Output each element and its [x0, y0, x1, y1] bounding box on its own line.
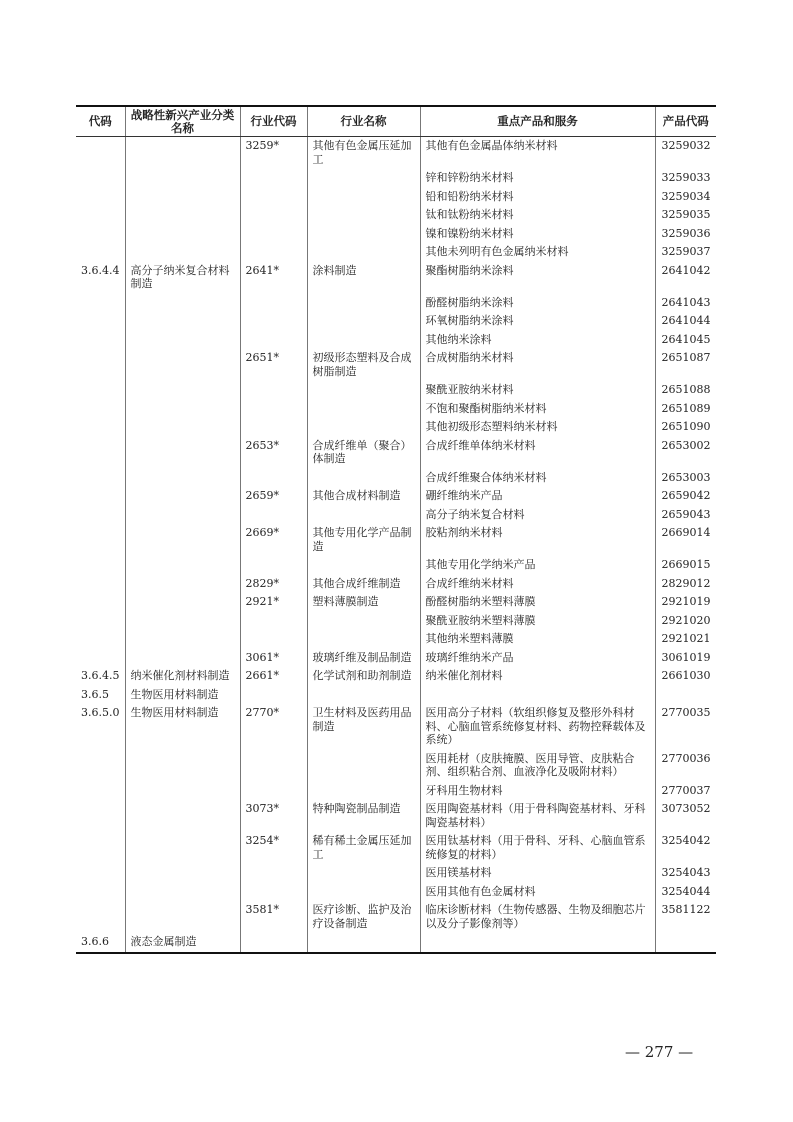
- product-code-cell: 2829012: [655, 575, 716, 594]
- table-row: [76, 137, 716, 170]
- category-code-cell: [76, 225, 125, 244]
- table-row: [76, 593, 716, 612]
- category-code-cell: [76, 188, 125, 207]
- category-name-cell: [125, 437, 240, 469]
- product-code-cell: 3259037: [655, 243, 716, 262]
- category-code-cell: 3.6.4.5: [81, 669, 120, 682]
- category-name-cell: [125, 575, 240, 594]
- category-code-cell: [76, 381, 125, 400]
- product-code-cell: 3254043: [655, 864, 716, 883]
- industry-name-cell: [307, 782, 420, 801]
- product-code-cell: 3254044: [655, 883, 716, 902]
- table-row: [76, 418, 716, 437]
- industry-name-cell: 其他有色金属压延加工: [307, 137, 420, 170]
- industry-name-cell: [307, 506, 420, 525]
- category-name-cell: 高分子纳米复合材料制造: [125, 262, 240, 294]
- product-code-cell: 2653002: [655, 437, 716, 469]
- product-code-cell: 3259036: [655, 225, 716, 244]
- industry-code-cell: 2921*: [240, 593, 307, 612]
- category-code-cell: [76, 556, 125, 575]
- category-name-cell: [125, 832, 240, 864]
- category-code-cell: [76, 832, 125, 864]
- industry-code-cell: 3073*: [240, 800, 307, 832]
- industry-code-cell: 2669*: [240, 524, 307, 556]
- product-name-cell: 合成纤维聚合体纳米材料: [420, 469, 655, 488]
- category-name-cell: [125, 400, 240, 419]
- industry-name-cell: [307, 312, 420, 331]
- product-code-cell: [655, 686, 716, 705]
- product-code-cell: 3259035: [655, 206, 716, 225]
- product-code-cell: 2641043: [655, 294, 716, 313]
- category-name-cell: [125, 782, 240, 801]
- product-name-cell: 聚酰亚胺纳米塑料薄膜: [420, 612, 655, 631]
- industry-code-cell: [240, 686, 307, 705]
- table-row: [76, 381, 716, 400]
- category-name-cell: [125, 418, 240, 437]
- industry-code-cell: 2653*: [240, 437, 307, 469]
- category-name-cell: [125, 469, 240, 488]
- category-name-cell: [125, 294, 240, 313]
- category-code-cell: [76, 312, 125, 331]
- category-name-cell: [125, 506, 240, 525]
- industry-name-cell: [307, 243, 420, 262]
- category-code-cell: [76, 169, 125, 188]
- product-code-cell: 2661030: [655, 667, 716, 686]
- product-name-cell: 玻璃纤维纳米产品: [420, 649, 655, 668]
- table-row: [76, 782, 716, 801]
- category-name-cell: [125, 381, 240, 400]
- category-code-cell: [76, 243, 125, 262]
- industry-code-cell: 2651*: [240, 349, 307, 381]
- table-row: [76, 575, 716, 594]
- industry-code-cell: [240, 469, 307, 488]
- table-row: [76, 243, 716, 262]
- category-name-cell: [125, 524, 240, 556]
- product-code-cell: 2669015: [655, 556, 716, 575]
- category-code-cell: [76, 331, 125, 350]
- category-name-cell: [125, 901, 240, 933]
- industry-name-cell: [307, 612, 420, 631]
- category-code-cell: 3.6.5.0: [81, 706, 120, 719]
- category-name-cell: [125, 349, 240, 381]
- category-name-cell: 液态金属制造: [125, 933, 240, 953]
- header-industry-code: 行业代码: [240, 106, 307, 137]
- table-row: [76, 188, 716, 207]
- category-name-cell: [125, 331, 240, 350]
- product-code-cell: 3259032: [655, 137, 716, 170]
- header-category-name: 战略性新兴产业分类名称: [125, 106, 240, 137]
- product-code-cell: 3254042: [655, 832, 716, 864]
- table-row: [76, 349, 716, 381]
- industry-name-cell: [307, 883, 420, 902]
- industry-code-cell: [240, 400, 307, 419]
- product-name-cell: 硼纤维纳米产品: [420, 487, 655, 506]
- category-code-cell: [76, 800, 125, 832]
- industry-code-cell: [240, 933, 307, 953]
- industry-code-cell: [240, 243, 307, 262]
- table-row: [76, 800, 716, 832]
- product-name-cell: 其他未列明有色金属纳米材料: [420, 243, 655, 262]
- industry-name-cell: 医疗诊断、监护及治疗设备制造: [307, 901, 420, 933]
- industry-code-cell: 2829*: [240, 575, 307, 594]
- category-name-cell: [125, 206, 240, 225]
- industry-name-cell: 其他专用化学产品制造: [307, 524, 420, 556]
- product-code-cell: 2651090: [655, 418, 716, 437]
- industry-name-cell: [307, 630, 420, 649]
- industry-name-cell: 涂料制造: [307, 262, 420, 294]
- industry-name-cell: 化学试剂和助剂制造: [307, 667, 420, 686]
- category-code-cell: [76, 901, 125, 933]
- product-code-cell: 2921021: [655, 630, 716, 649]
- product-name-cell: 其他纳米涂料: [420, 331, 655, 350]
- category-name-cell: [125, 169, 240, 188]
- industry-code-cell: [240, 312, 307, 331]
- industry-name-cell: 玻璃纤维及制品制造: [307, 649, 420, 668]
- industry-code-cell: [240, 612, 307, 631]
- category-code-cell: [76, 469, 125, 488]
- table-row: [76, 704, 716, 750]
- table-row: [76, 469, 716, 488]
- product-name-cell: 酚醛树脂纳米涂料: [420, 294, 655, 313]
- product-code-cell: 2770035: [655, 704, 716, 750]
- category-code-cell: [76, 883, 125, 902]
- product-name-cell: 合成纤维纳米材料: [420, 575, 655, 594]
- product-name-cell: 医用钛基材料（用于骨科、牙科、心脑血管系统修复的材料）: [420, 832, 655, 864]
- category-code-cell: [76, 649, 125, 668]
- industry-code-cell: 2661*: [240, 667, 307, 686]
- table-row: [76, 400, 716, 419]
- product-code-cell: 3259033: [655, 169, 716, 188]
- product-name-cell: 高分子纳米复合材料: [420, 506, 655, 525]
- category-code-cell: [76, 206, 125, 225]
- category-code-cell: [76, 400, 125, 419]
- product-name-cell: 合成纤维单体纳米材料: [420, 437, 655, 469]
- product-name-cell: 医用镁基材料: [420, 864, 655, 883]
- category-name-cell: [125, 137, 240, 170]
- product-name-cell: 医用其他有色金属材料: [420, 883, 655, 902]
- category-code-cell: [76, 524, 125, 556]
- industry-name-cell: [307, 933, 420, 953]
- industry-name-cell: [307, 206, 420, 225]
- product-name-cell: 胶粘剂纳米材料: [420, 524, 655, 556]
- industry-code-cell: [240, 188, 307, 207]
- industry-name-cell: [307, 225, 420, 244]
- industry-name-cell: [307, 686, 420, 705]
- industry-name-cell: [307, 556, 420, 575]
- table-row: [76, 556, 716, 575]
- table-row: [76, 933, 716, 953]
- industry-name-cell: [307, 750, 420, 782]
- table-row: [76, 312, 716, 331]
- table-row: [76, 667, 716, 686]
- industry-code-cell: [240, 556, 307, 575]
- industry-name-cell: 初级形态塑料及合成树脂制造: [307, 349, 420, 381]
- category-code-cell: 3.6.4.4: [81, 263, 120, 277]
- product-name-cell: 合成树脂纳米材料: [420, 349, 655, 381]
- product-name-cell: 临床诊断材料（生物传感器、生物及细胞芯片以及分子影像剂等）: [420, 901, 655, 933]
- category-name-cell: [125, 800, 240, 832]
- product-name-cell: 牙科用生物材料: [420, 782, 655, 801]
- product-name-cell: 其他专用化学纳米产品: [420, 556, 655, 575]
- product-name-cell: 聚酯树脂纳米涂料: [420, 262, 655, 294]
- industry-name-cell: [307, 418, 420, 437]
- table-row: [76, 883, 716, 902]
- industry-code-cell: 3254*: [240, 832, 307, 864]
- industry-code-cell: [240, 782, 307, 801]
- industry-name-cell: 其他合成纤维制造: [307, 575, 420, 594]
- category-code-cell: [76, 437, 125, 469]
- product-code-cell: 2651088: [655, 381, 716, 400]
- header-key-products: 重点产品和服务: [420, 106, 655, 137]
- industry-code-cell: [240, 864, 307, 883]
- product-name-cell: 医用陶瓷基材料（用于骨科陶瓷基材料、牙科陶瓷基材料）: [420, 800, 655, 832]
- category-name-cell: [125, 630, 240, 649]
- category-name-cell: [125, 188, 240, 207]
- table-row: [76, 686, 716, 705]
- industry-code-cell: 2659*: [240, 487, 307, 506]
- header-product-code: 产品代码: [655, 106, 716, 137]
- product-code-cell: 2770037: [655, 782, 716, 801]
- category-name-cell: [125, 556, 240, 575]
- table-row: [76, 832, 716, 864]
- category-name-cell: [125, 225, 240, 244]
- industry-name-cell: 特种陶瓷制品制造: [307, 800, 420, 832]
- product-code-cell: 3259034: [655, 188, 716, 207]
- industry-name-cell: [307, 864, 420, 883]
- product-code-cell: [655, 933, 716, 953]
- industry-code-cell: [240, 206, 307, 225]
- product-code-cell: 2641044: [655, 312, 716, 331]
- product-name-cell: 其他纳米塑料薄膜: [420, 630, 655, 649]
- industry-name-cell: [307, 469, 420, 488]
- product-code-cell: 2921019: [655, 593, 716, 612]
- industry-name-cell: [307, 331, 420, 350]
- product-name-cell: 纳米催化剂材料: [420, 667, 655, 686]
- product-name-cell: 镍和镍粉纳米材料: [420, 225, 655, 244]
- industry-code-cell: 3581*: [240, 901, 307, 933]
- category-name-cell: 纳米催化剂材料制造: [125, 667, 240, 686]
- header-code: 代码: [76, 106, 125, 137]
- table-row: [76, 506, 716, 525]
- industry-code-cell: [240, 169, 307, 188]
- category-name-cell: [125, 750, 240, 782]
- product-code-cell: 2659042: [655, 487, 716, 506]
- category-code-cell: [76, 612, 125, 631]
- category-code-cell: [76, 593, 125, 612]
- product-code-cell: 2770036: [655, 750, 716, 782]
- table-body: [76, 137, 716, 953]
- table-row: [76, 437, 716, 469]
- category-name-cell: [125, 243, 240, 262]
- category-name-cell: [125, 864, 240, 883]
- table-row: [76, 262, 716, 294]
- product-code-cell: 3581122: [655, 901, 716, 933]
- category-code-cell: [76, 487, 125, 506]
- industry-code-cell: [240, 381, 307, 400]
- product-name-cell: 不饱和聚酯树脂纳米材料: [420, 400, 655, 419]
- table-row: [76, 169, 716, 188]
- industry-code-cell: [240, 225, 307, 244]
- product-code-cell: 2651087: [655, 349, 716, 381]
- industry-name-cell: 卫生材料及医药用品制造: [307, 704, 420, 750]
- category-code-cell: [76, 575, 125, 594]
- industry-name-cell: 其他合成材料制造: [307, 487, 420, 506]
- product-name-cell: 医用高分子材料（软组织修复及整形外科材料、心脑血管系统修复材料、药物控释载体及系统）: [420, 704, 655, 750]
- industry-classification-table: [76, 105, 716, 954]
- product-code-cell: 3073052: [655, 800, 716, 832]
- industry-name-cell: [307, 381, 420, 400]
- industry-name-cell: 塑料薄膜制造: [307, 593, 420, 612]
- product-code-cell: 2641042: [655, 262, 716, 294]
- industry-code-cell: [240, 750, 307, 782]
- product-name-cell: 钛和钛粉纳米材料: [420, 206, 655, 225]
- industry-code-cell: 2770*: [240, 704, 307, 750]
- category-code-cell: [76, 630, 125, 649]
- product-name-cell: 其他初级形态塑料纳米材料: [420, 418, 655, 437]
- product-code-cell: 2653003: [655, 469, 716, 488]
- table-row: [76, 630, 716, 649]
- table-row: [76, 864, 716, 883]
- industry-code-cell: 3259*: [240, 137, 307, 170]
- industry-name-cell: [307, 169, 420, 188]
- industry-name-cell: [307, 400, 420, 419]
- header-industry-name: 行业名称: [307, 106, 420, 137]
- table-header-row: [76, 106, 716, 137]
- product-code-cell: 2921020: [655, 612, 716, 631]
- product-name-cell: 其他有色金属晶体纳米材料: [420, 137, 655, 170]
- table-row: [76, 649, 716, 668]
- product-code-cell: 2641045: [655, 331, 716, 350]
- category-code-cell: [76, 349, 125, 381]
- table-row: [76, 206, 716, 225]
- category-code-cell: [76, 137, 125, 170]
- table-row: [76, 524, 716, 556]
- category-code-cell: 3.6.5: [81, 687, 109, 701]
- category-code-cell: [76, 750, 125, 782]
- industry-code-cell: [240, 883, 307, 902]
- table-row: [76, 901, 716, 933]
- product-name-cell: 聚酰亚胺纳米材料: [420, 381, 655, 400]
- product-name-cell: 环氧树脂纳米涂料: [420, 312, 655, 331]
- category-code-cell: 3.6.6: [81, 935, 109, 948]
- page-number: — 277 —: [625, 1043, 694, 1061]
- table-row: [76, 294, 716, 313]
- industry-code-cell: 2641*: [240, 262, 307, 294]
- table-row: [76, 612, 716, 631]
- product-code-cell: 3061019: [655, 649, 716, 668]
- category-name-cell: [125, 487, 240, 506]
- industry-code-cell: [240, 331, 307, 350]
- industry-name-cell: 合成纤维单（聚合）体制造: [307, 437, 420, 469]
- product-code-cell: 2651089: [655, 400, 716, 419]
- industry-name-cell: [307, 294, 420, 313]
- category-name-cell: [125, 312, 240, 331]
- industry-name-cell: [307, 188, 420, 207]
- category-name-cell: [125, 612, 240, 631]
- category-name-cell: [125, 883, 240, 902]
- category-code-cell: [76, 294, 125, 313]
- table-row: [76, 225, 716, 244]
- category-code-cell: [76, 864, 125, 883]
- product-name-cell: 酚醛树脂纳米塑料薄膜: [420, 593, 655, 612]
- product-code-cell: 2669014: [655, 524, 716, 556]
- category-name-cell: 生物医用材料制造: [125, 704, 240, 750]
- table-row: [76, 750, 716, 782]
- product-name-cell: 锌和锌粉纳米材料: [420, 169, 655, 188]
- industry-code-cell: [240, 294, 307, 313]
- industry-code-cell: 3061*: [240, 649, 307, 668]
- category-code-cell: [76, 506, 125, 525]
- industry-code-cell: [240, 630, 307, 649]
- product-name-cell: [420, 686, 655, 705]
- product-name-cell: [420, 933, 655, 953]
- product-code-cell: 2659043: [655, 506, 716, 525]
- category-name-cell: 生物医用材料制造: [125, 686, 240, 705]
- category-name-cell: [125, 649, 240, 668]
- table-row: [76, 487, 716, 506]
- industry-code-cell: [240, 418, 307, 437]
- table-row: [76, 331, 716, 350]
- industry-name-cell: 稀有稀土金属压延加工: [307, 832, 420, 864]
- category-name-cell: [125, 593, 240, 612]
- category-code-cell: [76, 782, 125, 801]
- category-code-cell: [76, 418, 125, 437]
- product-name-cell: 医用耗材（皮肤掩膜、医用导管、皮肤粘合剂、组织粘合剂、血液净化及吸附材料）: [420, 750, 655, 782]
- product-name-cell: 铅和铅粉纳米材料: [420, 188, 655, 207]
- industry-code-cell: [240, 506, 307, 525]
